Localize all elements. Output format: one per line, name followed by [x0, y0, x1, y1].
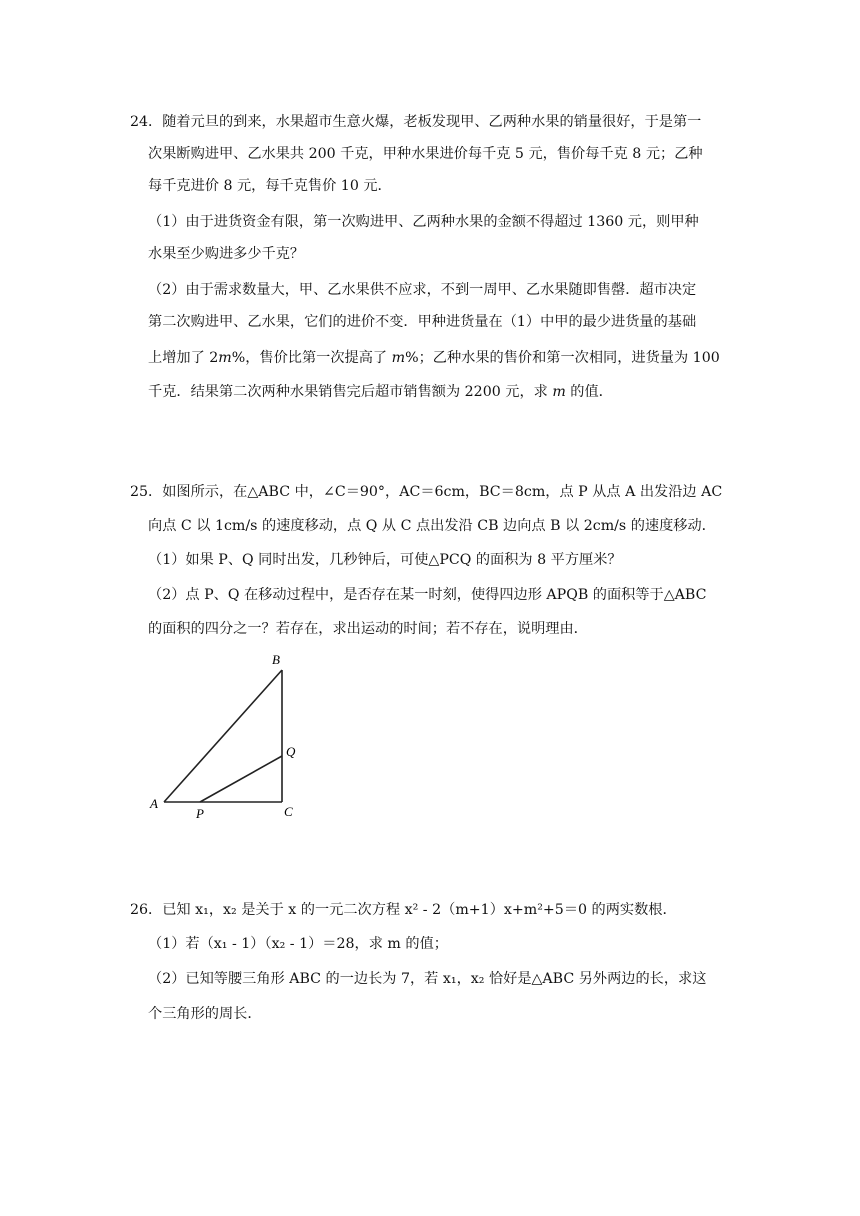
q26-part1: （1）若（x₁ - 1）（x₂ - 1）＝28，求 m 的值； [148, 936, 448, 952]
q25-part1: （1）如果 P、Q 同时出发，几秒钟后，可使△PCQ 的面积为 8 平方厘米？ [148, 552, 622, 568]
q24-line-1: 24．随着元旦的到来，水果超市生意火爆，老板发现甲、乙两种水果的销量很好，于是第一 [130, 114, 702, 130]
label-p: P [196, 806, 204, 821]
q25-part2-line-1: （2）点 P、Q 在移动过程中，是否存在某一时刻，使得四边形 APQB 的面积等于△ABC [148, 587, 707, 603]
q24-l8e: %；乙种水果的售价和第一次相同，进货量为 100 [405, 350, 720, 366]
label-c: C [284, 804, 293, 819]
q26-part2-line-2: 个三角形的周长． [148, 1006, 262, 1022]
q26-line-1: 26．已知 x₁，x₂ 是关于 x 的一元二次方程 x² - 2（m+1）x+m²+5＝0 的两实数根． [130, 902, 677, 918]
q24-part1-line-1: （1）由于进货资金有限，第一次购进甲、乙两种水果的金额不得超过 1360 元，则甲种 [148, 214, 699, 230]
label-q: Q [286, 744, 296, 759]
label-b: B [272, 652, 280, 667]
q24-l8c: %，售价比第一次提高了 [231, 350, 392, 366]
q25-line-1: 25．如图所示，在△ABC 中，∠C＝90°，AC＝6cm，BC＝8cm，点 P 从点 A 出发沿边 AC [130, 484, 723, 500]
segment-ab [164, 670, 282, 802]
q24-part2-line-1: （2）由于需求数量大，甲、乙水果供不应求，不到一周甲、乙水果随即售罄．超市决定 [148, 282, 697, 298]
q24-l9a: 千克．结果第二次两种水果销售完后超市销售额为 2200 元，求 [148, 384, 553, 400]
q24-part2-line-2: 第二次购进甲、乙水果，它们的进价不变．甲种进货量在（1）中甲的最少进货量的基础 [148, 314, 697, 330]
q24-part2-line-4 [148, 382, 613, 402]
q25-part2-line-2: 的面积的四分之一？若存在，求出运动的时间；若不存在，说明理由． [148, 621, 588, 637]
q24-var-m-3: m [552, 384, 566, 400]
q26-part2-line-1: （2）已知等腰三角形 ABC 的一边长为 7，若 x₁，x₂ 恰好是△ABC 另外两边的长，求这 [148, 971, 707, 987]
q24-l8a: 上增加了 2 [148, 350, 219, 366]
q24-line-2: 次果断购进甲、乙水果共 200 千克，甲种水果进价每千克 5 元，售价每千克 8 元；乙种 [148, 146, 703, 162]
q25-line-2: 向点 C 以 1cm/s 的速度移动，点 Q 从 C 点出发沿 CB 边向点 B 以 2cm/s 的速度移动． [148, 518, 716, 534]
q24-var-m-1: m [218, 350, 232, 366]
q24-var-m-2: m [391, 350, 406, 366]
label-a: A [150, 796, 158, 811]
triangle-figure [140, 646, 320, 826]
q24-part2-line-3 [148, 348, 720, 368]
q24-l9c: 的值． [565, 384, 613, 400]
q24-line-3: 每千克进价 8 元，每千克售价 10 元． [148, 178, 392, 194]
q24-part1-line-2: 水果至少购进多少千克？ [148, 246, 305, 262]
segment-pq [200, 756, 282, 802]
